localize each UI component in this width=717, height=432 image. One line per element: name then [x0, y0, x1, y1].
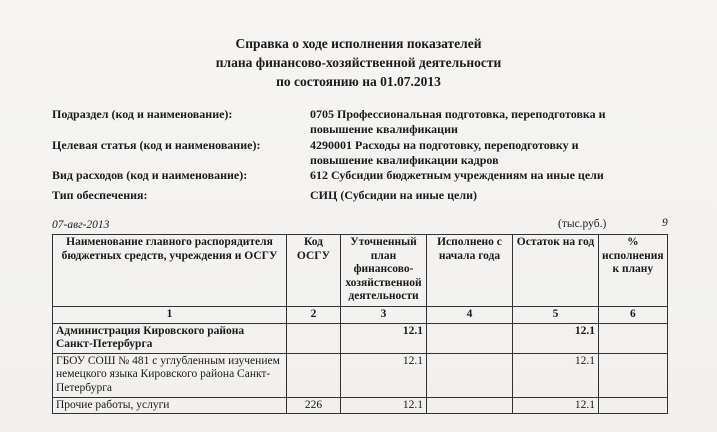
- table-row: [53, 397, 668, 414]
- report-title-line-2: плана финансово-хозяйственной деятельности: [215, 55, 502, 70]
- report-title-line-1: Справка о ходе исполнения показателей: [235, 36, 482, 51]
- meta-row-target-article: [52, 138, 672, 168]
- row-code: [287, 353, 341, 397]
- column-number-row: [53, 307, 668, 324]
- row-pct: [599, 353, 668, 397]
- column-number: 6: [599, 307, 668, 324]
- row-plan: 12.1: [341, 353, 427, 397]
- report-date: 07-авг-2013: [52, 219, 110, 231]
- row-code: [287, 323, 341, 353]
- meta-row-expense-type: [52, 168, 672, 184]
- meta-value: 4290001 Расходы на подготовку, переподготовку и повышение квалификации кадров: [310, 138, 579, 167]
- row-done: [427, 353, 513, 397]
- row-rest: 12.1: [513, 397, 599, 414]
- report-title-line-3: по состоянию на 01.07.2013: [276, 74, 441, 89]
- row-done: [427, 397, 513, 414]
- column-number: 1: [53, 307, 287, 324]
- meta-label: Вид расходов (код и наименование):: [52, 168, 248, 182]
- row-rest: 12.1: [513, 353, 599, 397]
- column-header-pct: % исполнения к плану: [599, 235, 668, 307]
- meta-row-subsection: [52, 107, 672, 137]
- page-number: 9: [662, 217, 668, 229]
- meta-row-funding-type: [52, 188, 672, 204]
- execution-table: [52, 234, 668, 414]
- table-header-row: [53, 235, 668, 307]
- table-row: [53, 353, 668, 397]
- column-header-rest: Остаток на год: [513, 235, 599, 307]
- column-number: 5: [513, 307, 599, 324]
- column-header-code: Код ОСГУ: [287, 235, 341, 307]
- row-pct: [599, 397, 668, 414]
- row-pct: [599, 323, 668, 353]
- column-number: 2: [287, 307, 341, 324]
- column-header-plan: Уточненный план финансово-хозяйственной деятельности: [341, 235, 427, 307]
- row-name: ГБОУ СОШ № 481 с углубленным изучением немецкого языка Кировского района Санкт-Петербурга: [53, 353, 287, 397]
- meta-label: Подраздел (код и наименование):: [52, 107, 233, 121]
- column-number: 3: [341, 307, 427, 324]
- meta-value: 0705 Профессиональная подготовка, переподготовка и повышение квалификации: [310, 107, 606, 136]
- column-header-name: Наименование главного распорядителя бюджетных средств, учреждения и ОСГУ: [53, 235, 287, 307]
- row-name: Администрация Кировского района Санкт-Петербурга: [53, 323, 287, 353]
- row-plan: 12.1: [341, 323, 427, 353]
- report-title: [0, 34, 717, 91]
- table-row: [53, 323, 668, 353]
- column-header-done: Исполнено с начала года: [427, 235, 513, 307]
- meta-value: СИЦ (Субсидии на иные цели): [310, 188, 477, 202]
- meta-label: Тип обеспечения:: [52, 188, 148, 202]
- meta-label: Целевая статья (код и наименование):: [52, 138, 261, 152]
- row-code: 226: [287, 397, 341, 414]
- row-rest: 12.1: [513, 323, 599, 353]
- meta-value: 612 Субсидии бюджетным учреждениям на иные цели: [310, 168, 604, 182]
- row-done: [427, 323, 513, 353]
- row-name: Прочие работы, услуги: [53, 397, 287, 414]
- column-number: 4: [427, 307, 513, 324]
- units-label: (тыс.руб.): [558, 218, 607, 230]
- row-plan: 12.1: [341, 397, 427, 414]
